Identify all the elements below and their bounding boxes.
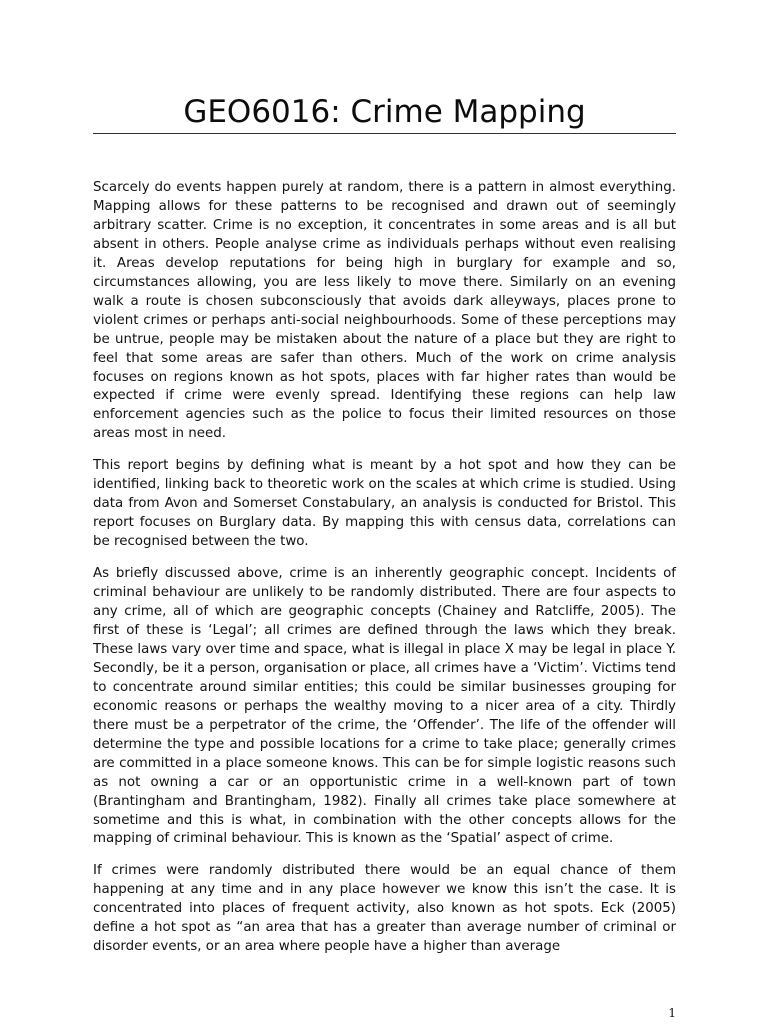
body-paragraph-hot-spots: If crimes were randomly distributed there would be an equal chance of them happening at any time and in any place however we know this isn’t the case. It is concentrated into places of frequent activity, also known as hot spots. Eck (2005) define a hot spot as “an area that has a greater than average number of criminal or disorder events, or an area where people have a higher than average <box>93 863 676 955</box>
page-number: 1 <box>668 1006 676 1020</box>
body-paragraph-report-overview: This report begins by defining what is meant by a hot spot and how they can be identified, linking back to theoretic work on the scales at which crime is studied. Using data from Avon and Somerset Constabulary, an analysis is conducted for Bristol. This report focuses on Burglary data. By mapping this with census data, correlations can be recognised between the two. <box>93 458 676 550</box>
body-paragraph-intro: Scarcely do events happen purely at random, there is a pattern in almost everything. Mapping allows for these patterns to be recognised and drawn out of seemingly arbitrary scatter. Crime is no exception, it concentrates in some areas and is all but absent in others. People analyse crime as individuals perhaps without even realising it. Areas develop reputations for being high in burglary for example and so, circumstances allowing, you are less likely to move there. Similarly on an evening walk a route is chosen subconsciously that avoids dark alleyways, places prone to violent crimes or perhaps anti-social neighbourhoods. Some of these perceptions may be untrue, people may be mistaken about the nature of a place but they are right to feel that some areas are safer than others. Much of the work on crime analysis focuses on regions known as hot spots, places with far higher rates than would be expected if crime were evenly spread. Identifying these regions can help law enforcement agencies such as the police to focus their limited resources on those areas most in need. <box>93 180 676 442</box>
document-title: GEO6016: Crime Mapping <box>183 94 586 130</box>
document-body <box>93 179 676 970</box>
body-paragraph-crime-geography: As briefly discussed above, crime is an inherently geographic concept. Incidents of criminal behaviour are unlikely to be randomly distributed. There are four aspects to any crime, all of which are geographic concepts (Chainey and Ratcliffe, 2005). The first of these is ‘Legal’; all crimes are defined through the laws which they break. These laws vary over time and space, what is illegal in place X may be legal in place Y. Secondly, be it a person, organisation or place, all crimes have a ‘Victim’. Victims tend to concentrate around similar entities; this could be similar businesses grouping for economic reasons or perhaps the wealthy moving to a nicer area of a city. Thirdly there must be a perpetrator of the crime, the ‘Offender’. The life of the offender will determine the type and possible locations for a crime to take place; generally crimes are committed in a place someone knows. This can be for simple logistic reasons such as not owning a car or an opportunistic crime in a well-known part of town (Brantingham and Brantingham, 1982). Finally all crimes take place somewhere at sometime and this is what, in combination with the other concepts allows for the mapping of criminal behaviour. This is known as the ‘Spatial’ aspect of crime. <box>93 566 676 847</box>
title-divider <box>93 133 676 134</box>
